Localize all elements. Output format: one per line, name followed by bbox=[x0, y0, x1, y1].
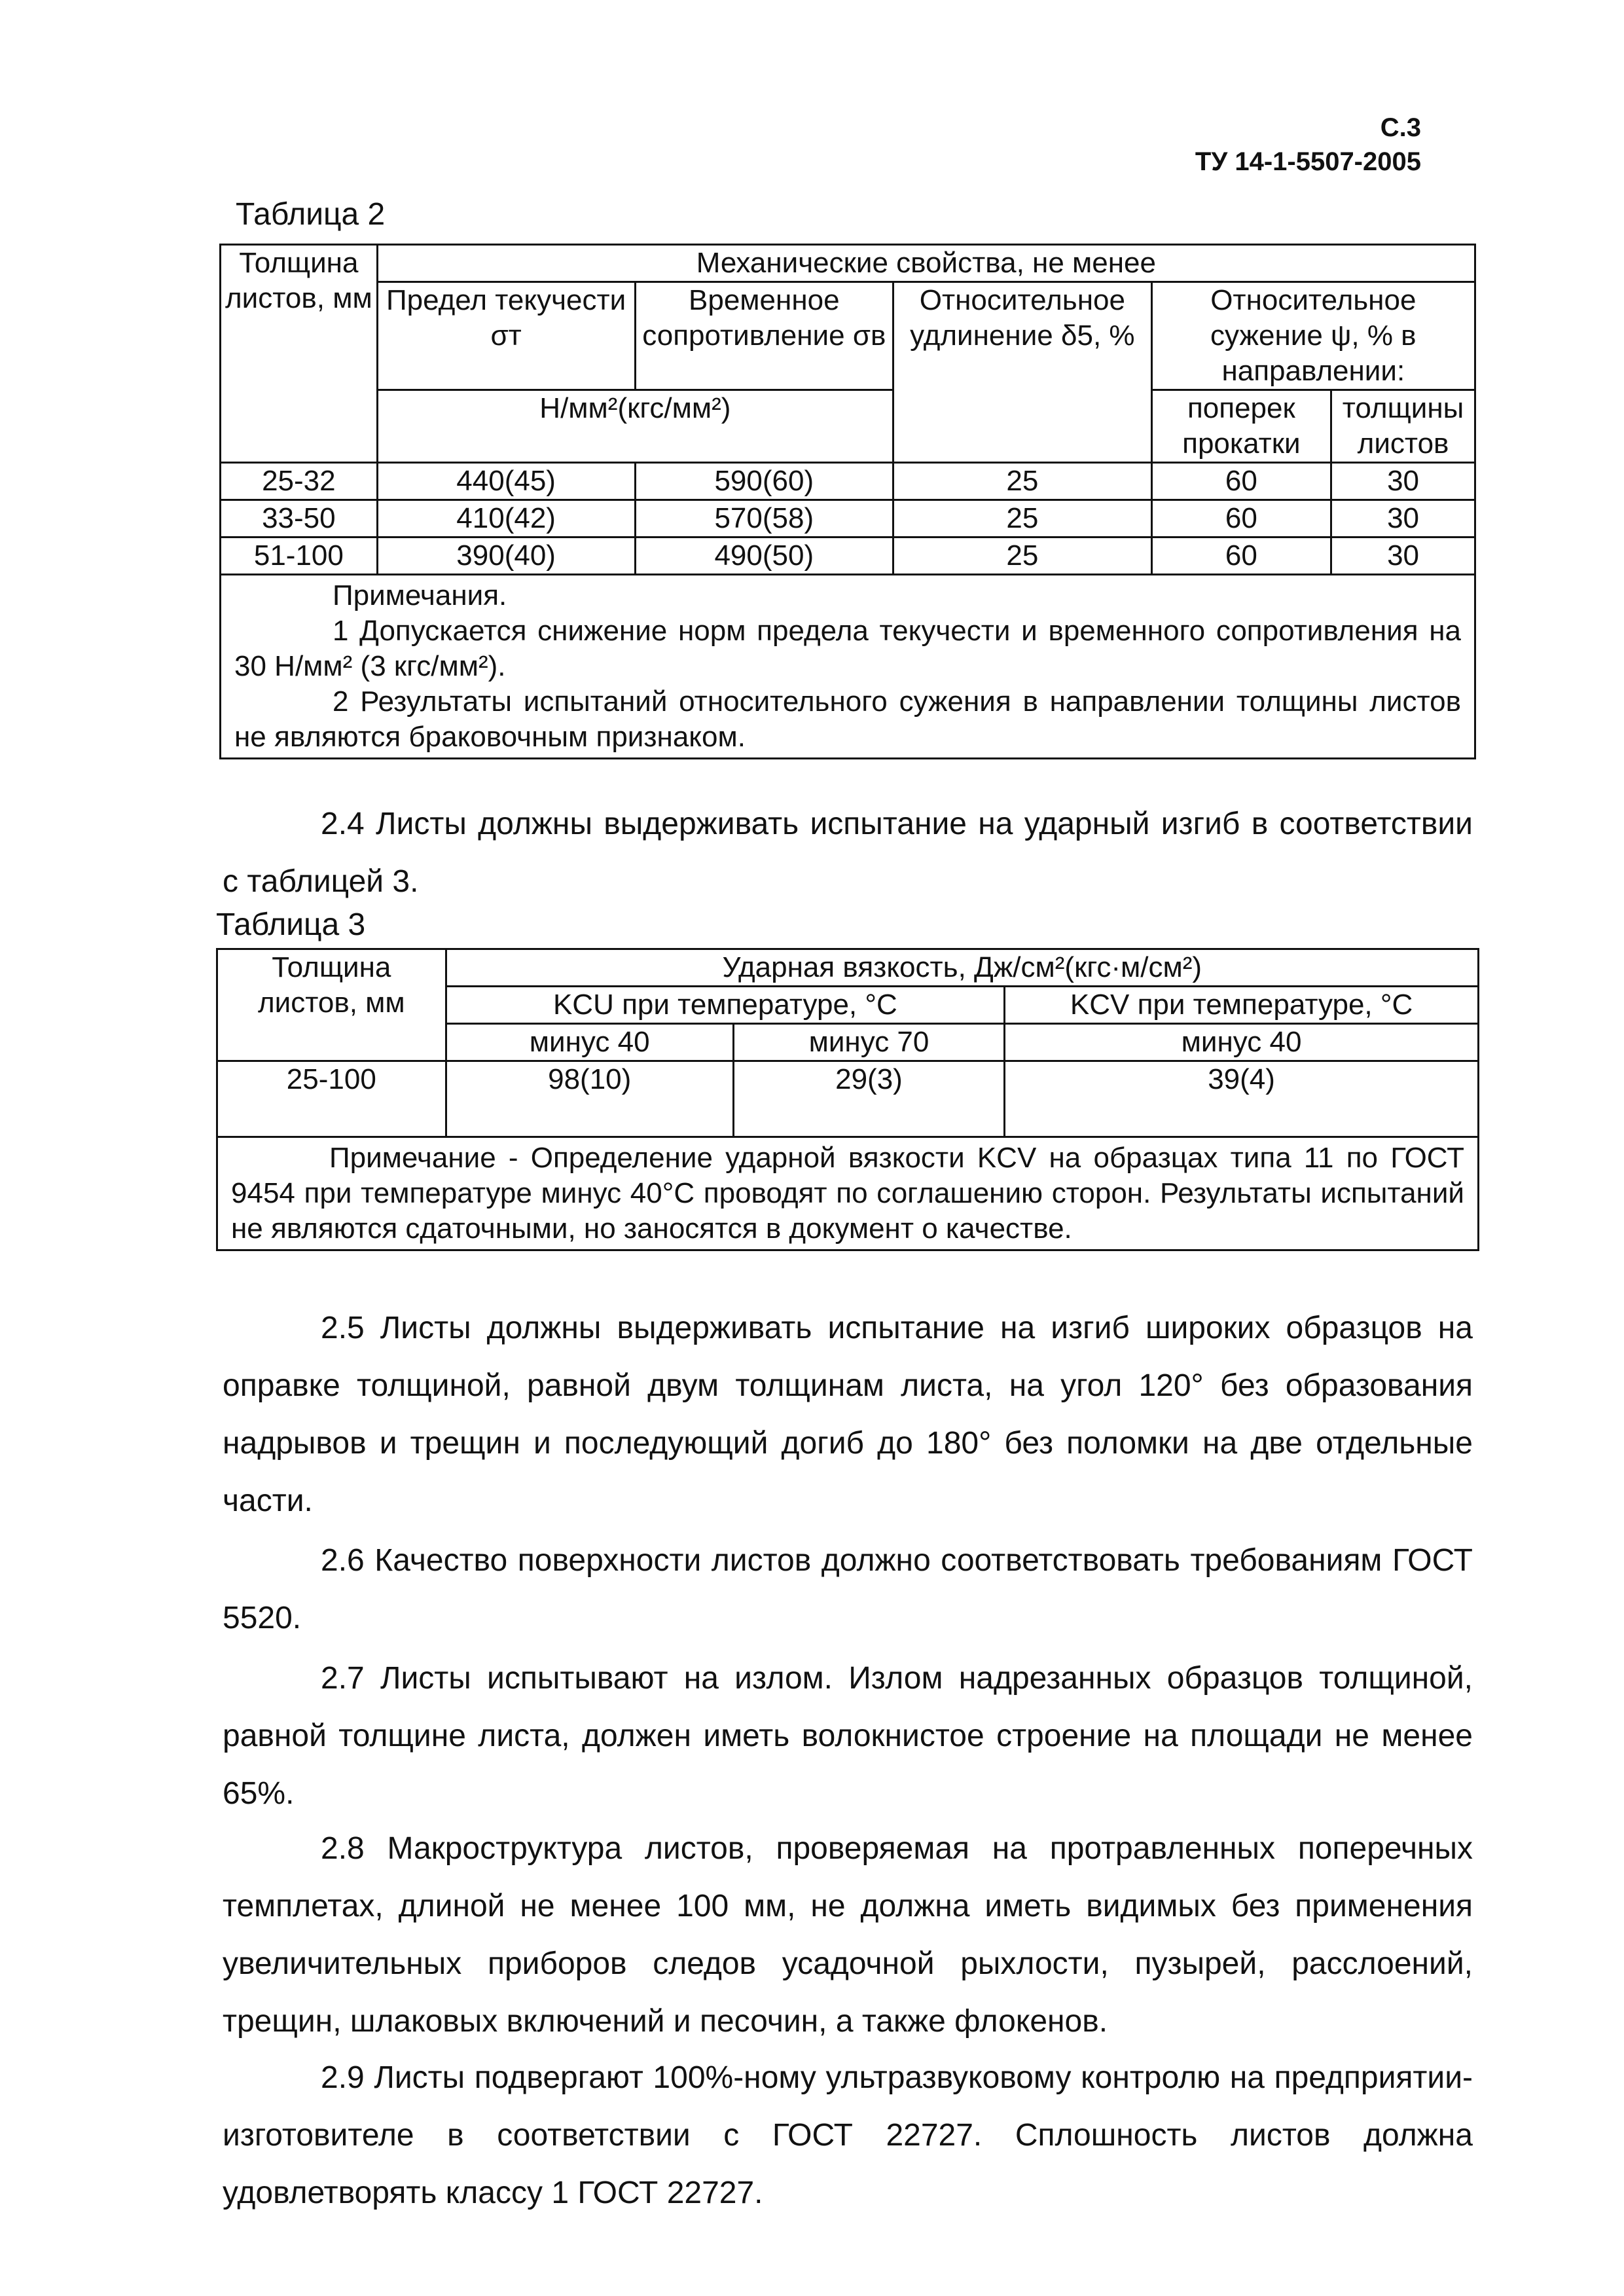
table2-caption: Таблица 2 bbox=[236, 197, 386, 232]
document-code: ТУ 14-1-5507-2005 bbox=[1195, 147, 1421, 176]
cell: 51-100 bbox=[221, 538, 378, 575]
table-row bbox=[221, 500, 1475, 538]
cell: 30 bbox=[1331, 538, 1475, 575]
table3-kcu-header: KCU при температуре, °С bbox=[446, 987, 1005, 1024]
table2-notes bbox=[221, 575, 1475, 759]
table2-units: Н/мм²(кгс/мм²) bbox=[377, 390, 893, 463]
table2-reduction-header: Относительное сужение ψ, % в направлении: bbox=[1151, 282, 1475, 390]
cell: 30 bbox=[1331, 500, 1475, 538]
table-row bbox=[221, 463, 1475, 500]
table2-thickness-header: Толщина листов, мм bbox=[221, 245, 378, 463]
cell: 60 bbox=[1151, 538, 1331, 575]
table3-note bbox=[217, 1137, 1479, 1250]
cell: 25-100 bbox=[217, 1061, 446, 1137]
cell: 60 bbox=[1151, 463, 1331, 500]
table3-caption: Таблица 3 bbox=[216, 907, 366, 942]
cell: 590(60) bbox=[635, 463, 893, 500]
table2-notes-title: Примечания. bbox=[333, 579, 507, 611]
table2-tensile-header: Временное сопротивление σв bbox=[635, 282, 893, 390]
table3-thickness-header: Толщина листов, мм bbox=[217, 949, 446, 1061]
cell: 29(3) bbox=[733, 1061, 1004, 1137]
table2-elongation-header: Относительное удлинение δ5, % bbox=[893, 282, 1152, 463]
table3-temp-3: минус 40 bbox=[1005, 1024, 1479, 1061]
table2-dir-across: поперек прокатки bbox=[1151, 390, 1331, 463]
cell: 25-32 bbox=[221, 463, 378, 500]
paragraph-2-7: 2.7 Листы испытывают на излом. Излом надрезанных образцов толщиной, равной толщине листа, должен иметь волокнистое строение на площади не менее 65%. bbox=[223, 1661, 1473, 1811]
paragraph-2-8: 2.8 Макроструктура листов, проверяемая на протравленных поперечных темплетах, длиной не менее 100 мм, не должна иметь видимых без применения увеличительных приборов следов усадочной рыхлости, пузырей, расслоений, трещин, шлаковых включений и песочин, а также флокенов. bbox=[223, 1831, 1473, 2039]
table3 bbox=[216, 948, 1479, 1251]
table2-group-header: Механические свойства, не менее bbox=[377, 245, 1475, 282]
cell: 39(4) bbox=[1005, 1061, 1479, 1137]
paragraph-2-6: 2.6 Качество поверхности листов должно соответствовать требованиям ГОСТ 5520. bbox=[223, 1543, 1473, 1635]
table2-note-1: 1 Допускается снижение норм предела текучести и временного сопротивления на 30 Н/мм² (3 кгс/мм²). bbox=[234, 615, 1461, 682]
cell: 440(45) bbox=[377, 463, 635, 500]
table3-temp-2: минус 70 bbox=[733, 1024, 1004, 1061]
table3-group-header: Ударная вязкость, Дж/см²(кгс·м/см²) bbox=[446, 949, 1478, 987]
cell: 33-50 bbox=[221, 500, 378, 538]
table3-note-text: Примечание - Определение ударной вязкости KCV на образцах типа 11 по ГОСТ 9454 при температуре минус 40°С проводят по соглашению сторон. Результаты испытаний не являются сдаточными, но заносятся в документ о качестве. bbox=[231, 1142, 1464, 1245]
cell: 25 bbox=[893, 538, 1152, 575]
cell: 490(50) bbox=[635, 538, 893, 575]
cell: 60 bbox=[1151, 500, 1331, 538]
table3-kcv-header: KCV при температуре, °С bbox=[1005, 987, 1479, 1024]
page-number: С.3 bbox=[1380, 113, 1421, 142]
cell: 30 bbox=[1331, 463, 1475, 500]
paragraph-2-4: 2.4 Листы должны выдерживать испытание на ударный изгиб в соответствии с таблицей 3. bbox=[223, 807, 1473, 899]
table3-temp-1: минус 40 bbox=[446, 1024, 733, 1061]
table2 bbox=[219, 244, 1476, 759]
cell: 25 bbox=[893, 463, 1152, 500]
table-row bbox=[217, 1061, 1479, 1137]
table2-note-2: 2 Результаты испытаний относительного сужения в направлении толщины листов не являются браковочным признаком. bbox=[234, 685, 1461, 753]
table2-yield-header: Предел текучести σт bbox=[377, 282, 635, 390]
paragraph-2-5: 2.5 Листы должны выдерживать испытание на изгиб широких образцов на оправке толщиной, равной двум толщинам листа, на угол 120° без образования надрывов и трещин и последующий догиб до 180° без поломки на две отдельные части. bbox=[223, 1311, 1473, 1518]
cell: 98(10) bbox=[446, 1061, 733, 1137]
paragraph-2-9: 2.9 Листы подвергают 100%-ному ультразвуковому контролю на предприятии-изготовителе в соответствии с ГОСТ 22727. Сплошность листов должна удовлетворять классу 1 ГОСТ 22727. bbox=[223, 2060, 1473, 2210]
cell: 570(58) bbox=[635, 500, 893, 538]
table2-dir-thickness: толщины листов bbox=[1331, 390, 1475, 463]
cell: 25 bbox=[893, 500, 1152, 538]
cell: 390(40) bbox=[377, 538, 635, 575]
table-row bbox=[221, 538, 1475, 575]
cell: 410(42) bbox=[377, 500, 635, 538]
